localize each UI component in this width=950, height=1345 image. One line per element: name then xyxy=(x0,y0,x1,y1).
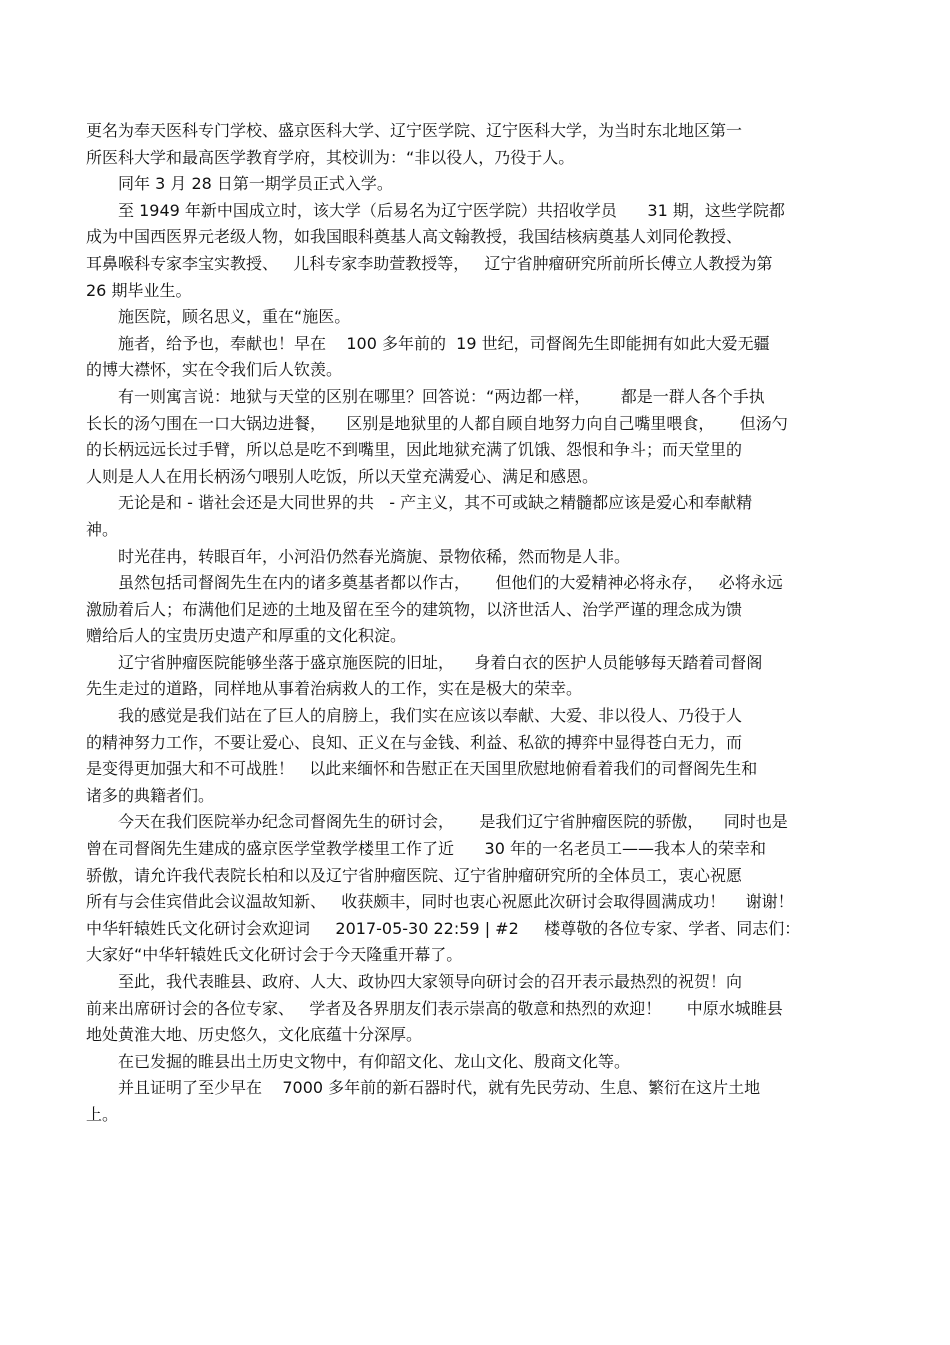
text-line: 长长的汤勺围在一口大锅边进餐， 区别是地狱里的人都自顾自地努力向自己嘴里喂食， 但汤勺 xyxy=(86,413,788,433)
text-line: 人则是人人在用长柄汤勺喂别人吃饭，所以天堂充满爱心、满足和感恩。 xyxy=(86,466,599,486)
text-line: 上。 xyxy=(86,1104,119,1124)
text-line: 同年 3 月 28 日第一期学员正式入学。 xyxy=(118,174,393,194)
text-line: 先生走过的道路，同样地从事着治病救人的工作，实在是极大的荣幸。 xyxy=(86,679,583,699)
text-line: 赠给后人的宝贵历史遗产和厚重的文化积淀。 xyxy=(86,626,407,646)
text-line: 无论是和 - 谐社会还是大同世界的共 - 产主义，其不可或缺之精髓都应该是爱心和奉献精 xyxy=(118,493,753,513)
text-line: 前来出席研讨会的各位专家、 学者及各界朋友们表示崇高的敬意和热烈的欢迎！ 中原水城睢县 xyxy=(86,998,783,1018)
text-line: 施医院，顾名思义，重在“施医。 xyxy=(118,307,351,327)
body-text xyxy=(86,118,876,1129)
text-line: 在已发掘的睢县出土历史文物中，有仰韶文化、龙山文化、殷商文化等。 xyxy=(118,1051,631,1071)
text-line: 中华轩辕姓氏文化研讨会欢迎词 2017-05-30 22:59 | #2 楼尊敬的各位专家、学者、同志们： xyxy=(86,918,801,938)
text-line: 更名为奉天医科专门学校、盛京医科大学、辽宁医学院、辽宁医科大学，为当时东北地区第一 xyxy=(86,121,743,140)
text-line: 并且证明了至少早在 7000 多年前的新石器时代，就有先民劳动、生息、繁衍在这片土地 xyxy=(118,1078,761,1098)
text-line: 今天在我们医院举办纪念司督阁先生的研讨会， 是我们辽宁省肿瘤医院的骄傲， 同时也是 xyxy=(118,812,788,832)
text-line: 的精神努力工作，不要让爱心、良知、正义在与金钱、利益、私欲的搏弈中显得苍白无力，而 xyxy=(86,732,743,752)
text-line: 至 1949 年新中国成立时，该大学（后易名为辽宁医学院）共招收学员 31 期，这些学院都 xyxy=(118,200,785,220)
text-line: 所医科大学和最高医学教育学府，其校训为：“非以役人，乃役于人。 xyxy=(86,147,575,167)
text-line: 有一则寓言说：地狱与天堂的区别在哪里？回答说：“两边都一样， 都是一群人各个手执 xyxy=(118,386,765,406)
text-line: 至此，我代表睢县、政府、人大、政协四大家领导向研讨会的召开表示最热烈的祝贺！向 xyxy=(118,972,743,991)
text-line: 虽然包括司督阁先生在内的诸多奠基者都以作古， 但他们的大爱精神必将永存， 必将永远 xyxy=(118,573,783,593)
text-line: 成为中国西医界元老级人物，如我国眼科奠基人高文翰教授，我国结核病奠基人刘同伦教授、 xyxy=(86,227,743,247)
text-line: 的博大襟怀，实在令我们后人钦羡。 xyxy=(86,360,343,380)
text-line: 时光荏冉，转眼百年，小河沿仍然春光旖旎、景物依稀，然而物是人非。 xyxy=(118,546,631,566)
text-line: 是变得更加强大和不可战胜！ 以此来缅怀和告慰正在天国里欣慰地俯看着我们的司督阁先生和 xyxy=(86,759,758,779)
text-line: 26 期毕业生。 xyxy=(86,280,192,300)
text-line: 激励着后人；布满他们足迹的土地及留在至今的建筑物，以济世活人、治学严谨的理念成为馈 xyxy=(86,599,743,619)
text-line: 耳鼻喉科专家李宝实教授、 儿科专家李助萱教授等， 辽宁省肿瘤研究所前所长傅立人教授为第 xyxy=(86,253,773,273)
text-line: 所有与会佳宾借此会议温故知新、 收获颇丰，同时也衷心祝愿此次研讨会取得圆满成功！ 谢谢！ xyxy=(86,892,794,912)
text-line: 辽宁省肿瘤医院能够坐落于盛京施医院的旧址， 身着白衣的医护人员能够每天踏着司督阁 xyxy=(118,652,763,672)
text-line: 曾在司督阁先生建成的盛京医学堂教学楼里工作了近 30 年的一名老员工——我本人的荣幸和 xyxy=(86,839,766,859)
text-line: 大家好“中华轩辕姓氏文化研讨会于今天隆重开幕了。 xyxy=(86,945,463,965)
text-line: 的长柄远远长过手臂，所以总是吃不到嘴里，因此地狱充满了饥饿、怨恨和争斗；而天堂里的 xyxy=(86,440,743,460)
text-line: 地处黄淮大地、历史悠久，文化底蕴十分深厚。 xyxy=(86,1025,423,1045)
text-line: 神。 xyxy=(86,519,119,539)
text-line: 骄傲，请允许我代表院长柏和以及辽宁省肿瘤医院、辽宁省肿瘤研究所的全体员工，衷心祝愿 xyxy=(86,865,743,885)
text-line: 诸多的典籍者们。 xyxy=(86,785,215,805)
text-line: 我的感觉是我们站在了巨人的肩膀上，我们实在应该以奉献、大爱、非以役人、乃役于人 xyxy=(118,706,743,726)
text-line: 施者，给予也，奉献也！早在 100 多年前的 19 世纪，司督阁先生即能拥有如此大爱无疆 xyxy=(118,333,770,353)
